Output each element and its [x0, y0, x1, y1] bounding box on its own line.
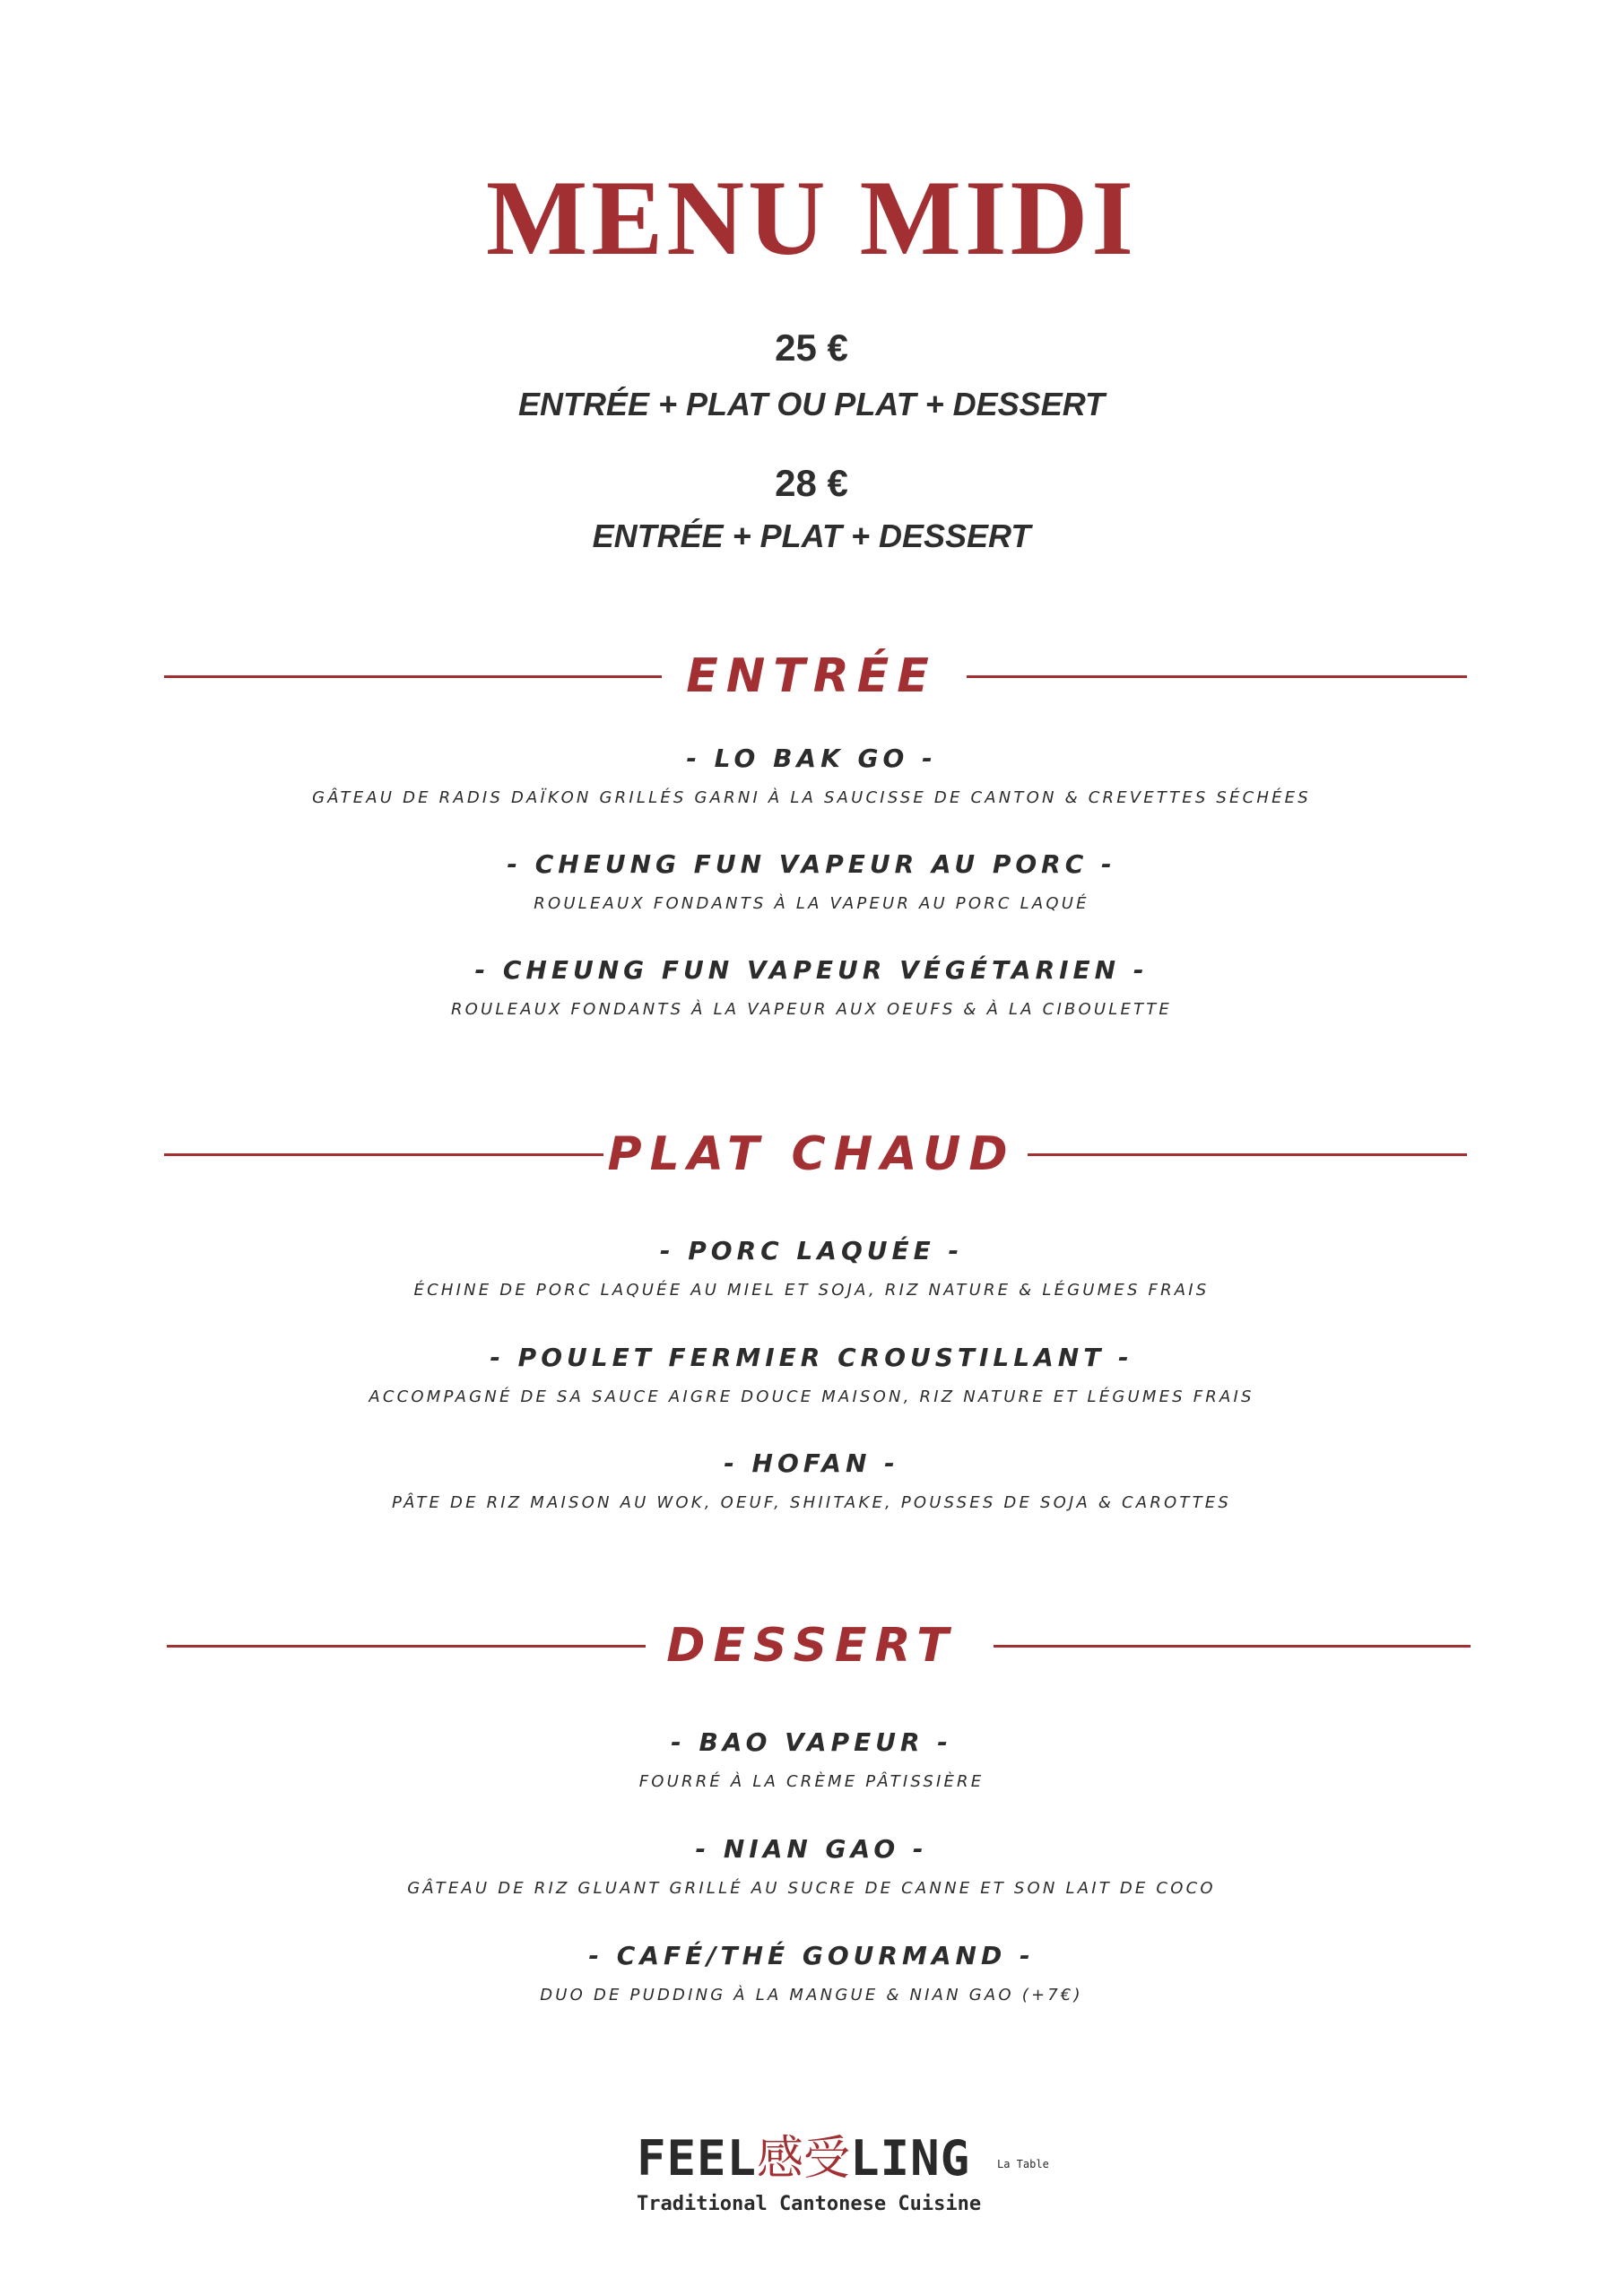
section-dessert [0, 1614, 1623, 1677]
menu-item-name: - CHEUNG FUN VAPEUR VÉGÉTARIEN - [474, 955, 1149, 985]
section-divider-right [1028, 1153, 1467, 1156]
menu-item-name: - POULET FERMIER CROUSTILLANT - [490, 1343, 1133, 1372]
menu-item-description: GÂTEAU DE RIZ GLUANT GRILLÉ AU SUCRE DE CANNE ET SON LAIT DE COCO [407, 1879, 1216, 1898]
menu-item-description: ACCOMPAGNÉ DE SA SAUCE AIGRE DOUCE MAISON, RIZ NATURE ET LÉGUMES FRAIS [369, 1387, 1254, 1406]
section-header [0, 1123, 1623, 1186]
section-title: DESSERT [666, 1619, 957, 1673]
menu-item-name: - CHEUNG FUN VAPEUR AU PORC - [507, 849, 1116, 879]
logo-wordmark [637, 2130, 970, 2187]
menu-item-description: ROULEAUX FONDANTS À LA VAPEUR AUX OEUFS & À LA CIBOULETTE [450, 1000, 1173, 1019]
page-title: MENU MIDI [486, 158, 1137, 277]
logo-word-right: LING [850, 2130, 971, 2187]
section-title: ENTRÉE [686, 649, 937, 703]
menu-item-description: ÉCHINE DE PORC LAQUÉE AU MIEL ET SOJA, RIZ NATURE & LÉGUMES FRAIS [413, 1281, 1210, 1300]
menu-item-name: - LO BAK GO - [686, 744, 937, 773]
logo-chinese-characters: 感受 [757, 2132, 851, 2186]
section-title: PLAT CHAUD [607, 1127, 1016, 1181]
restaurant-logo [637, 2130, 1049, 2238]
menu-item-description: ROULEAUX FONDANTS À LA VAPEUR AU PORC LAQUÉ [534, 894, 1089, 913]
section-entree [0, 645, 1623, 708]
menu-item-description: FOURRÉ À LA CRÈME PÂTISSIÈRE [638, 1772, 985, 1791]
price-option-2: 28 € [775, 462, 848, 504]
menu-item-name: - NIAN GAO - [695, 1834, 928, 1864]
section-divider-right [994, 1645, 1471, 1648]
menu-item-name: - PORC LAQUÉE - [659, 1236, 964, 1265]
logo-tagline: Traditional Cantonese Cuisine [637, 2193, 982, 2215]
price-option-1: 25 € [775, 326, 848, 369]
menu-item-name: - HOFAN - [724, 1448, 899, 1478]
menu-item-name: - BAO VAPEUR - [671, 1727, 952, 1757]
menu-item-description: DUO DE PUDDING À LA MANGUE & NIAN GAO (+7€) [540, 1986, 1083, 2005]
section-divider-right [967, 675, 1467, 678]
menu-item-name: - CAFÉ/THÉ GOURMAND - [588, 1941, 1035, 1970]
logo-subtitle: La Table [997, 2158, 1049, 2170]
section-header [0, 645, 1623, 708]
formula-option-1: ENTRÉE + PLAT OU PLAT + DESSERT [517, 386, 1106, 422]
formula-option-2: ENTRÉE + PLAT + DESSERT [592, 517, 1031, 554]
section-plat-chaud [0, 1123, 1623, 1186]
menu-item-description: PÂTE DE RIZ MAISON AU WOK, OEUF, SHIITAKE, POUSSES DE SOJA & CAROTTES [391, 1493, 1231, 1512]
logo-word-left: FEEL [637, 2130, 758, 2187]
section-header [0, 1614, 1623, 1677]
menu-item-description: GÂTEAU DE RADIS DAÏKON GRILLÉS GARNI À LA SAUCISSE DE CANTON & CREVETTES SÉCHÉES [312, 788, 1311, 807]
